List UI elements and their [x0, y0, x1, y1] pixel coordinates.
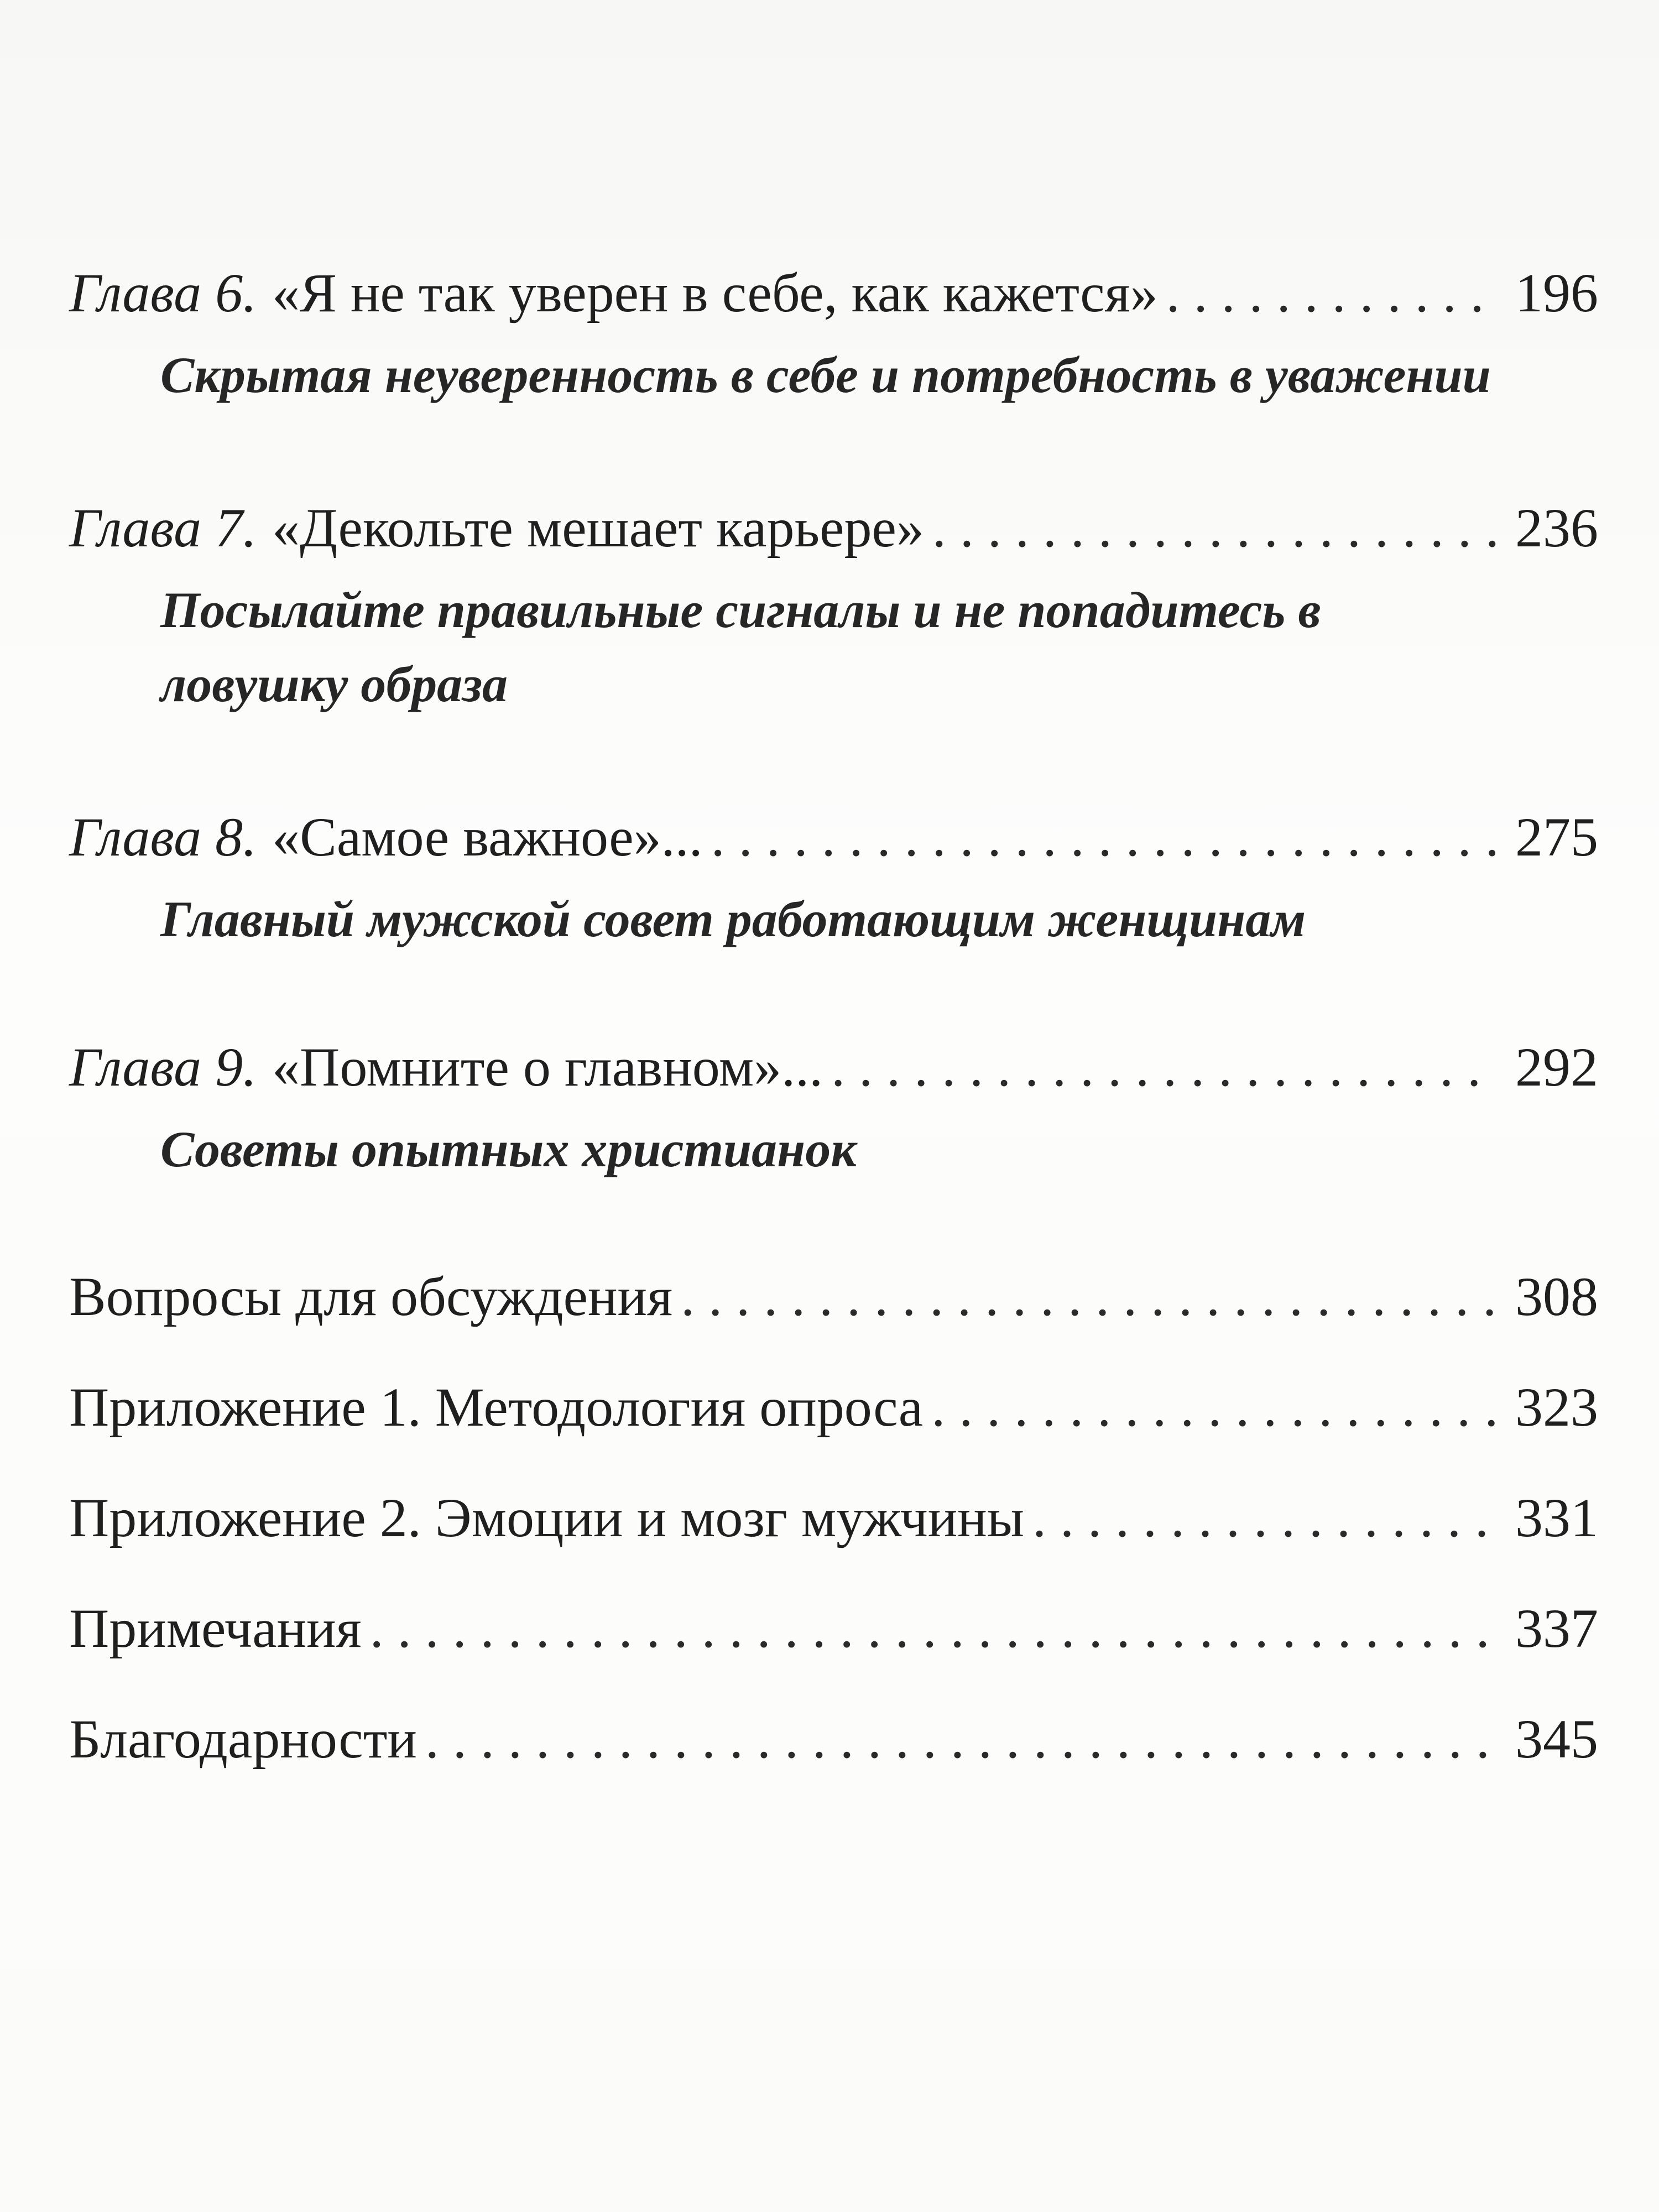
page-number: 196 — [1515, 262, 1598, 324]
toc-chapter-6 — [69, 260, 1598, 412]
chapter-subtitle: Советы опытных христианок — [160, 1120, 857, 1177]
page-number: 275 — [1515, 806, 1598, 868]
dot-leader — [370, 1595, 1496, 1662]
toc-entry-discussion — [69, 1264, 1598, 1330]
toc-back-matter — [69, 1264, 1598, 1772]
dot-leader — [931, 1374, 1496, 1441]
section-title: Благодарности — [69, 1708, 417, 1770]
chapter-subtitle: Главный мужской совет работающим женщинам — [160, 891, 1306, 948]
page-number: 308 — [1515, 1265, 1598, 1327]
toc-chapter-8 — [69, 804, 1598, 956]
page-number: 236 — [1515, 497, 1598, 559]
table-of-contents — [69, 260, 1598, 1817]
chapter-number: Глава 8. — [69, 806, 257, 868]
dot-leader — [1166, 260, 1496, 326]
toc-chapter-9 — [69, 1034, 1598, 1186]
chapter-number: Глава 9. — [69, 1036, 257, 1098]
dot-leader — [711, 804, 1496, 870]
page-number: 323 — [1515, 1376, 1598, 1438]
chapter-number: Глава 7. — [69, 497, 257, 559]
toc-chapter-7 — [69, 495, 1598, 721]
toc-entry-line — [69, 260, 1598, 326]
chapter-title: «Самое важное»... — [272, 806, 703, 868]
toc-entry-line — [69, 804, 1598, 870]
chapter-number: Глава 6. — [69, 262, 257, 324]
page-number: 337 — [1515, 1597, 1598, 1659]
section-title: Приложение 1. Методология опроса — [69, 1376, 924, 1438]
toc-entry-line — [69, 495, 1598, 561]
toc-entry-line — [69, 1034, 1598, 1100]
dot-leader — [932, 495, 1496, 561]
chapter-title: «Декольте мешает карьере» — [272, 497, 924, 559]
toc-entry-notes — [69, 1595, 1598, 1662]
chapter-subtitle: Посылайте правильные сигналы и не попадитесь в ловушку образа — [160, 582, 1321, 712]
dot-leader — [1032, 1485, 1496, 1551]
section-title: Приложение 2. Эмоции и мозг мужчины — [69, 1486, 1024, 1548]
toc-entry-appendix-1 — [69, 1374, 1598, 1441]
dot-leader — [681, 1264, 1496, 1330]
section-title: Вопросы для обсуждения — [69, 1265, 673, 1327]
chapter-subtitle: Скрытая неуверенность в себе и потребность в уважении — [160, 347, 1491, 403]
toc-entry-acknowledgements — [69, 1706, 1598, 1772]
page-number: 292 — [1515, 1036, 1598, 1098]
toc-entry-appendix-2 — [69, 1485, 1598, 1551]
chapter-title: «Я не так уверен в себе, как кажется» — [272, 262, 1158, 324]
chapter-title: «Помните о главном»... — [272, 1036, 823, 1098]
section-title: Примечания — [69, 1597, 362, 1659]
page-number: 331 — [1515, 1486, 1598, 1548]
dot-leader — [425, 1706, 1496, 1772]
page-number: 345 — [1515, 1708, 1598, 1770]
dot-leader — [831, 1034, 1496, 1100]
